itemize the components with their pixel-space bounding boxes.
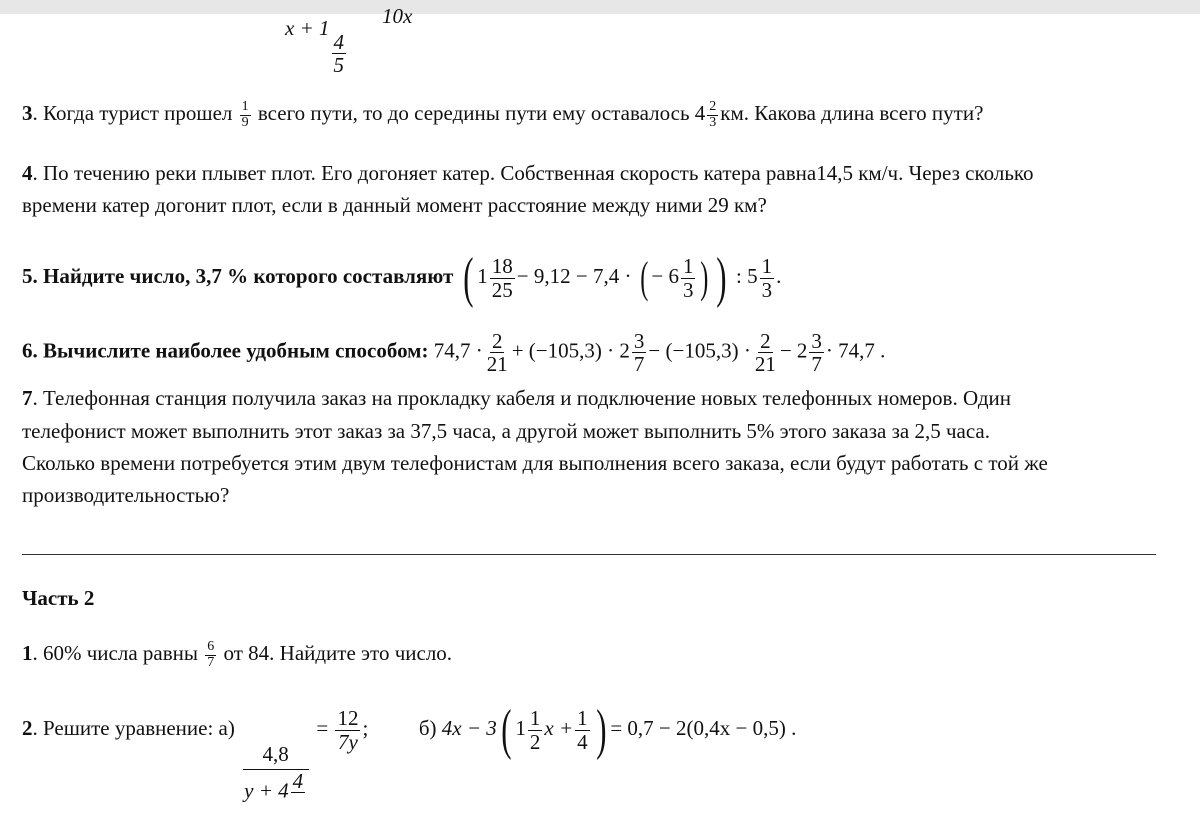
problem-4-line-2: времени катер догонит плот, если в данный момент расстояние между ними 29 км? <box>22 193 767 217</box>
problem-5: 5. Найдите число, 3,7 % которого составляют ( 1 $\frac{18}{25}$ − 9,12 − 7,4 · ( − 6 $\frac{1}{3}$ ) ) : 5 $\frac{1}{3}$ . <box>22 247 782 309</box>
part2-problem-2: 2. Решите уравнение: а) 4,8 y + 4 4 = $\frac{12}{7y}$ ; б) 4x − 3( 1 $\frac{1}{2}$ x + $\frac{1}{4}$ ) = 0,7 − 2(0,4x − 0,5) . <box>22 702 796 815</box>
fraction: $\frac{2}{21}$ <box>754 329 776 377</box>
paren-open: ( <box>640 253 649 302</box>
problem-7-line-4: производительностью? <box>22 483 230 507</box>
section-divider <box>22 554 1156 555</box>
paren-close: ) <box>700 253 709 302</box>
fraction: $\frac{1}{9}$ <box>241 99 249 130</box>
problem-number: 3 <box>22 101 33 125</box>
problem-6: 6. Вычислите наиболее удобным способом: 74,7 · $\frac{2}{21}$ + (−105,3) · 2 $\frac{3}{7}$ − (−105,3) · $\frac{2}{21}$ − 2 $\frac{3}{7}$ · 74,7 . <box>22 329 886 377</box>
fraction: $\frac{3}{7}$ <box>633 329 645 377</box>
part2-problem-1: 1. 60% числа равны $\frac{6}{7}$ от 84. Найдите это число. <box>22 639 453 670</box>
fraction: 4 <box>292 768 304 793</box>
fraction: $\frac{1}{3}$ <box>682 254 694 302</box>
fraction: $\frac{12}{7y}$ <box>337 706 359 754</box>
paren-open: ( <box>500 699 512 761</box>
fraction: $\frac{1}{3}$ <box>761 254 773 302</box>
fraction: $\frac{3}{7}$ <box>811 329 822 377</box>
top-fragment-frac: $\frac{4}{5}$ <box>333 30 344 78</box>
paren-open: ( <box>462 247 474 309</box>
problem-number: 1 <box>22 641 33 665</box>
top-fragment-right: 10x <box>382 4 413 28</box>
part2-problem-2-clip <box>0 690 1200 803</box>
problem-7-line-3: Сколько времени потребуется этим двум телефонистам для выполнения всего заказа, если будут работать с той же <box>22 451 1048 475</box>
problem-7-line-2: телефонист может выполнить этот заказ за 37,5 часа, а другой может выполнить 5% этого заказа за 2,5 часа. <box>22 419 990 443</box>
top-fragment-expr: x + 1 <box>285 16 330 40</box>
paren-close: ) <box>595 699 607 761</box>
problem-number: 7 <box>22 386 33 410</box>
part-2-heading: Часть 2 <box>22 586 95 610</box>
fraction: $\frac{18}{25}$ <box>491 254 513 302</box>
fraction: $\frac{2}{3}$ <box>709 99 717 130</box>
fraction: $\frac{6}{7}$ <box>207 639 215 670</box>
problem-7-line-1: 7. Телефонная станция получила заказ на прокладку кабеля и подключение новых телефонных номеров. Один <box>22 386 1012 410</box>
problem-number: 5 <box>22 263 33 288</box>
problem-4-line-1: 4. По течению реки плывет плот. Его догоняет катер. Собственная скорость катера равна14,5 км/ч. Через сколько <box>22 161 1034 185</box>
problem-number: 4 <box>22 161 33 185</box>
top-fragment <box>285 18 348 76</box>
problem-number: 2 <box>22 715 33 740</box>
problem-3: 3. Когда турист прошел $\frac{1}{9}$ всего пути, то до середины пути ему оставалось 4 $\frac{2}{3}$ км. Какова длина всего пути? <box>22 99 984 130</box>
top-bar <box>0 0 1200 14</box>
fraction: $\frac{1}{2}$ <box>529 706 541 754</box>
problem-number: 6 <box>22 338 33 363</box>
paren-close: ) <box>716 247 727 309</box>
fraction: $\frac{2}{21}$ <box>486 329 508 377</box>
fraction: 4,8 y + 4 4 <box>242 743 309 815</box>
fraction: $\frac{1}{4}$ <box>577 706 588 754</box>
